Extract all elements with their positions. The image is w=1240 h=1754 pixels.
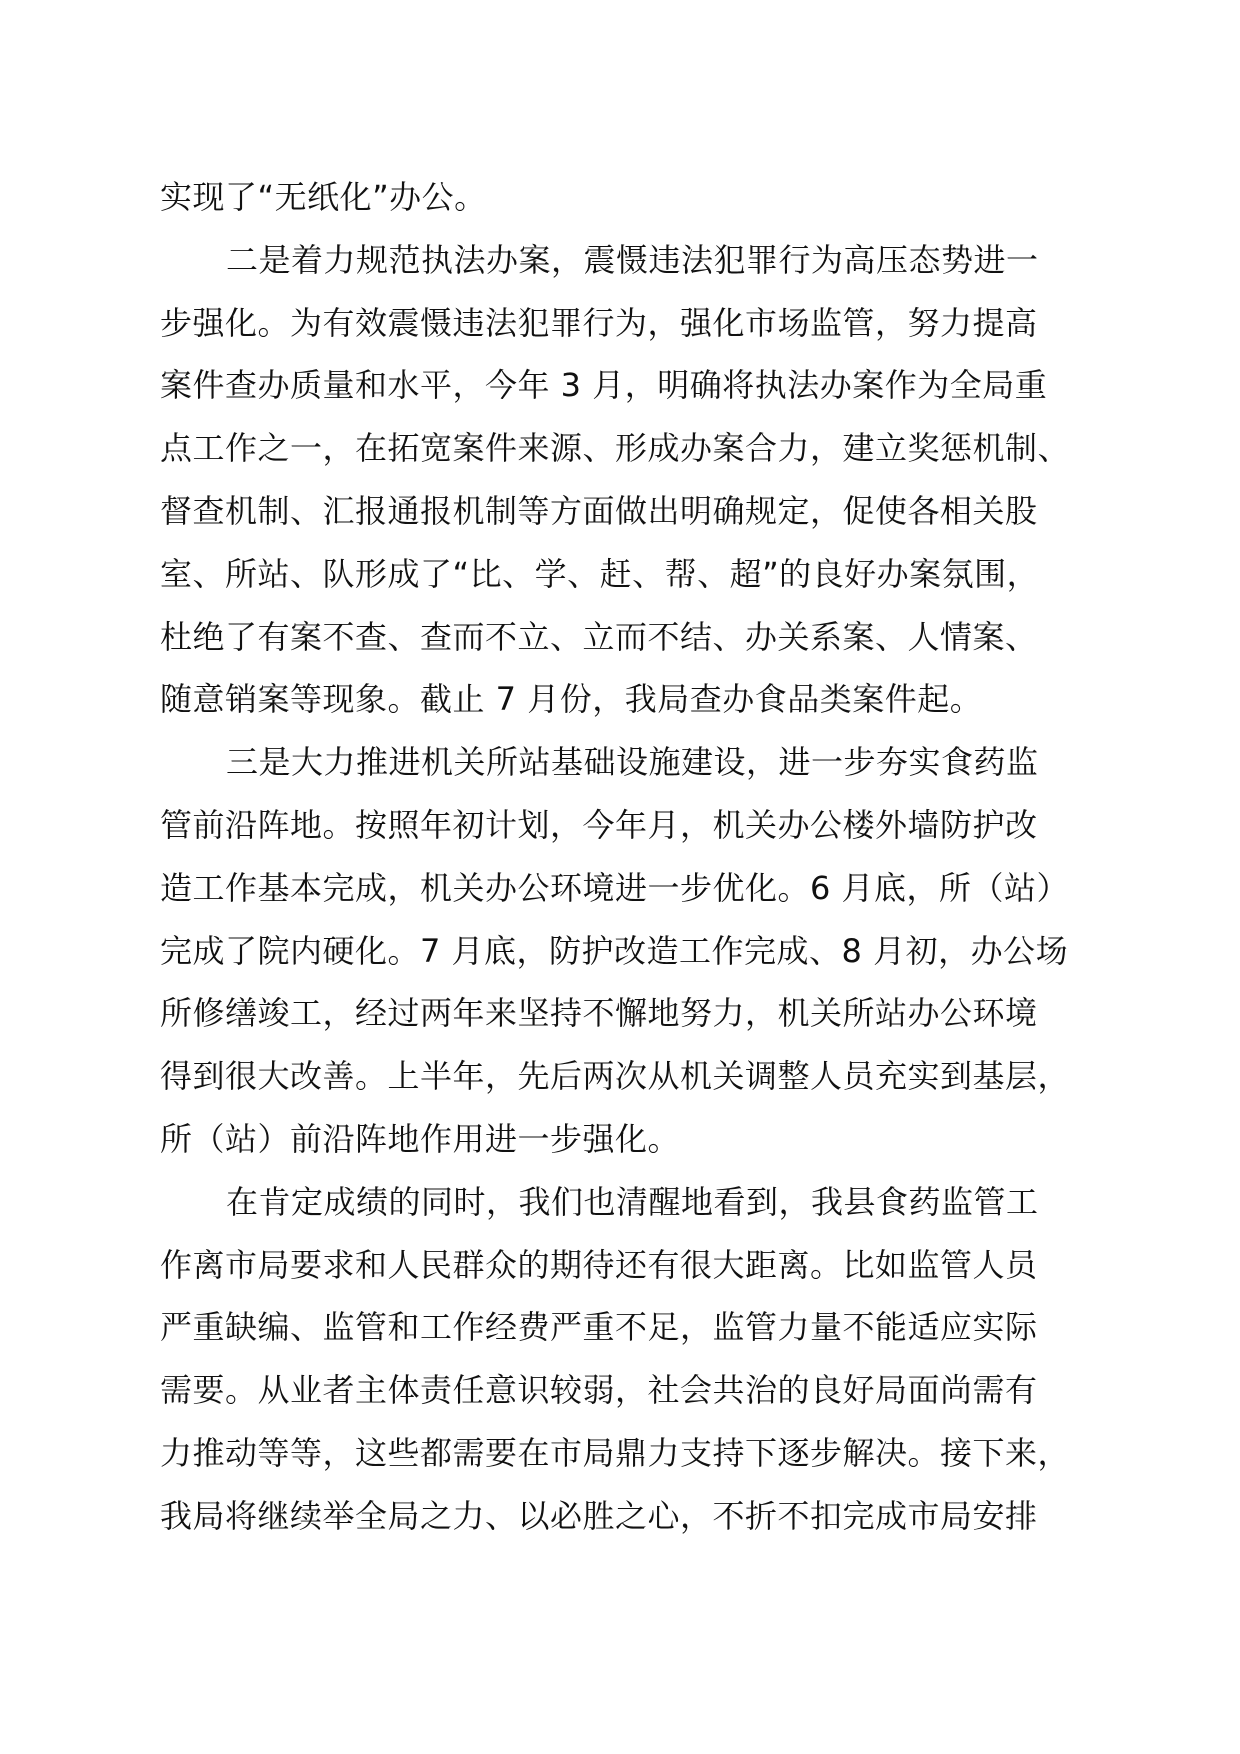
text-line: 所（站）前沿阵地作用进一步强化。 xyxy=(160,1119,681,1158)
text-line: 三是大力推进机关所站基础设施建设，进一步夯实食药监 xyxy=(226,743,1039,782)
text-line: 完成了院内硬化。7 月底，防护改造工作完成、8 月初，办公场 xyxy=(160,931,1069,970)
text-line: 严重缺编、监管和工作经费严重不足，监管力量不能适应实际 xyxy=(160,1308,1038,1347)
document-body xyxy=(160,166,1120,1548)
text-line: 二是着力规范执法办案，震慑违法犯罪行为高压态势进一 xyxy=(226,240,1039,279)
text-line: 管前沿阵地。按照年初计划，今年月，机关办公楼外墙防护改 xyxy=(160,805,1038,844)
text-line: 随意销案等现象。截止 7 月份，我局查办食品类案件起。 xyxy=(160,680,983,719)
text-line: 步强化。为有效震慑违法犯罪行为，强化市场监管，努力提高 xyxy=(160,303,1038,342)
text-line: 督查机制、汇报通报机制等方面做出明确规定，促使各相关股 xyxy=(160,491,1038,530)
text-line: 点工作之一，在拓宽案件来源、形成办案合力，建立奖惩机制、 xyxy=(160,429,1071,468)
text-line: 杜绝了有案不查、查而不立、立而不结、办关系案、人情案、 xyxy=(160,617,1038,656)
text-line: 造工作基本完成，机关办公环境进一步优化。6 月底，所（站） xyxy=(160,868,1070,907)
text-line: 需要。从业者主体责任意识较弱，社会共治的良好局面尚需有 xyxy=(160,1371,1038,1410)
text-line: 得到很大改善。上半年，先后两次从机关调整人员充实到基层， xyxy=(160,1057,1071,1096)
text-line: 我局将继续举全局之力、以必胜之心，不折不扣完成市局安排 xyxy=(160,1496,1038,1535)
text-line: 作离市局要求和人民群众的期待还有很大距离。比如监管人员 xyxy=(160,1245,1038,1284)
text-line: 实现了“无纸化”办公。 xyxy=(160,178,487,216)
text-line: 在肯定成绩的同时，我们也清醒地看到，我县食药监管工 xyxy=(226,1182,1039,1221)
text-line: 所修缮竣工，经过两年来坚持不懈地努力，机关所站办公环境 xyxy=(160,994,1038,1033)
text-line: 室、所站、队形成了“比、学、赶、帮、超”的良好办案氛围， xyxy=(160,554,1040,593)
text-line: 案件查办质量和水平，今年 3 月，明确将执法办案作为全局重 xyxy=(160,366,1048,405)
text-line: 力推动等等，这些都需要在市局鼎力支持下逐步解决。接下来， xyxy=(160,1433,1071,1472)
